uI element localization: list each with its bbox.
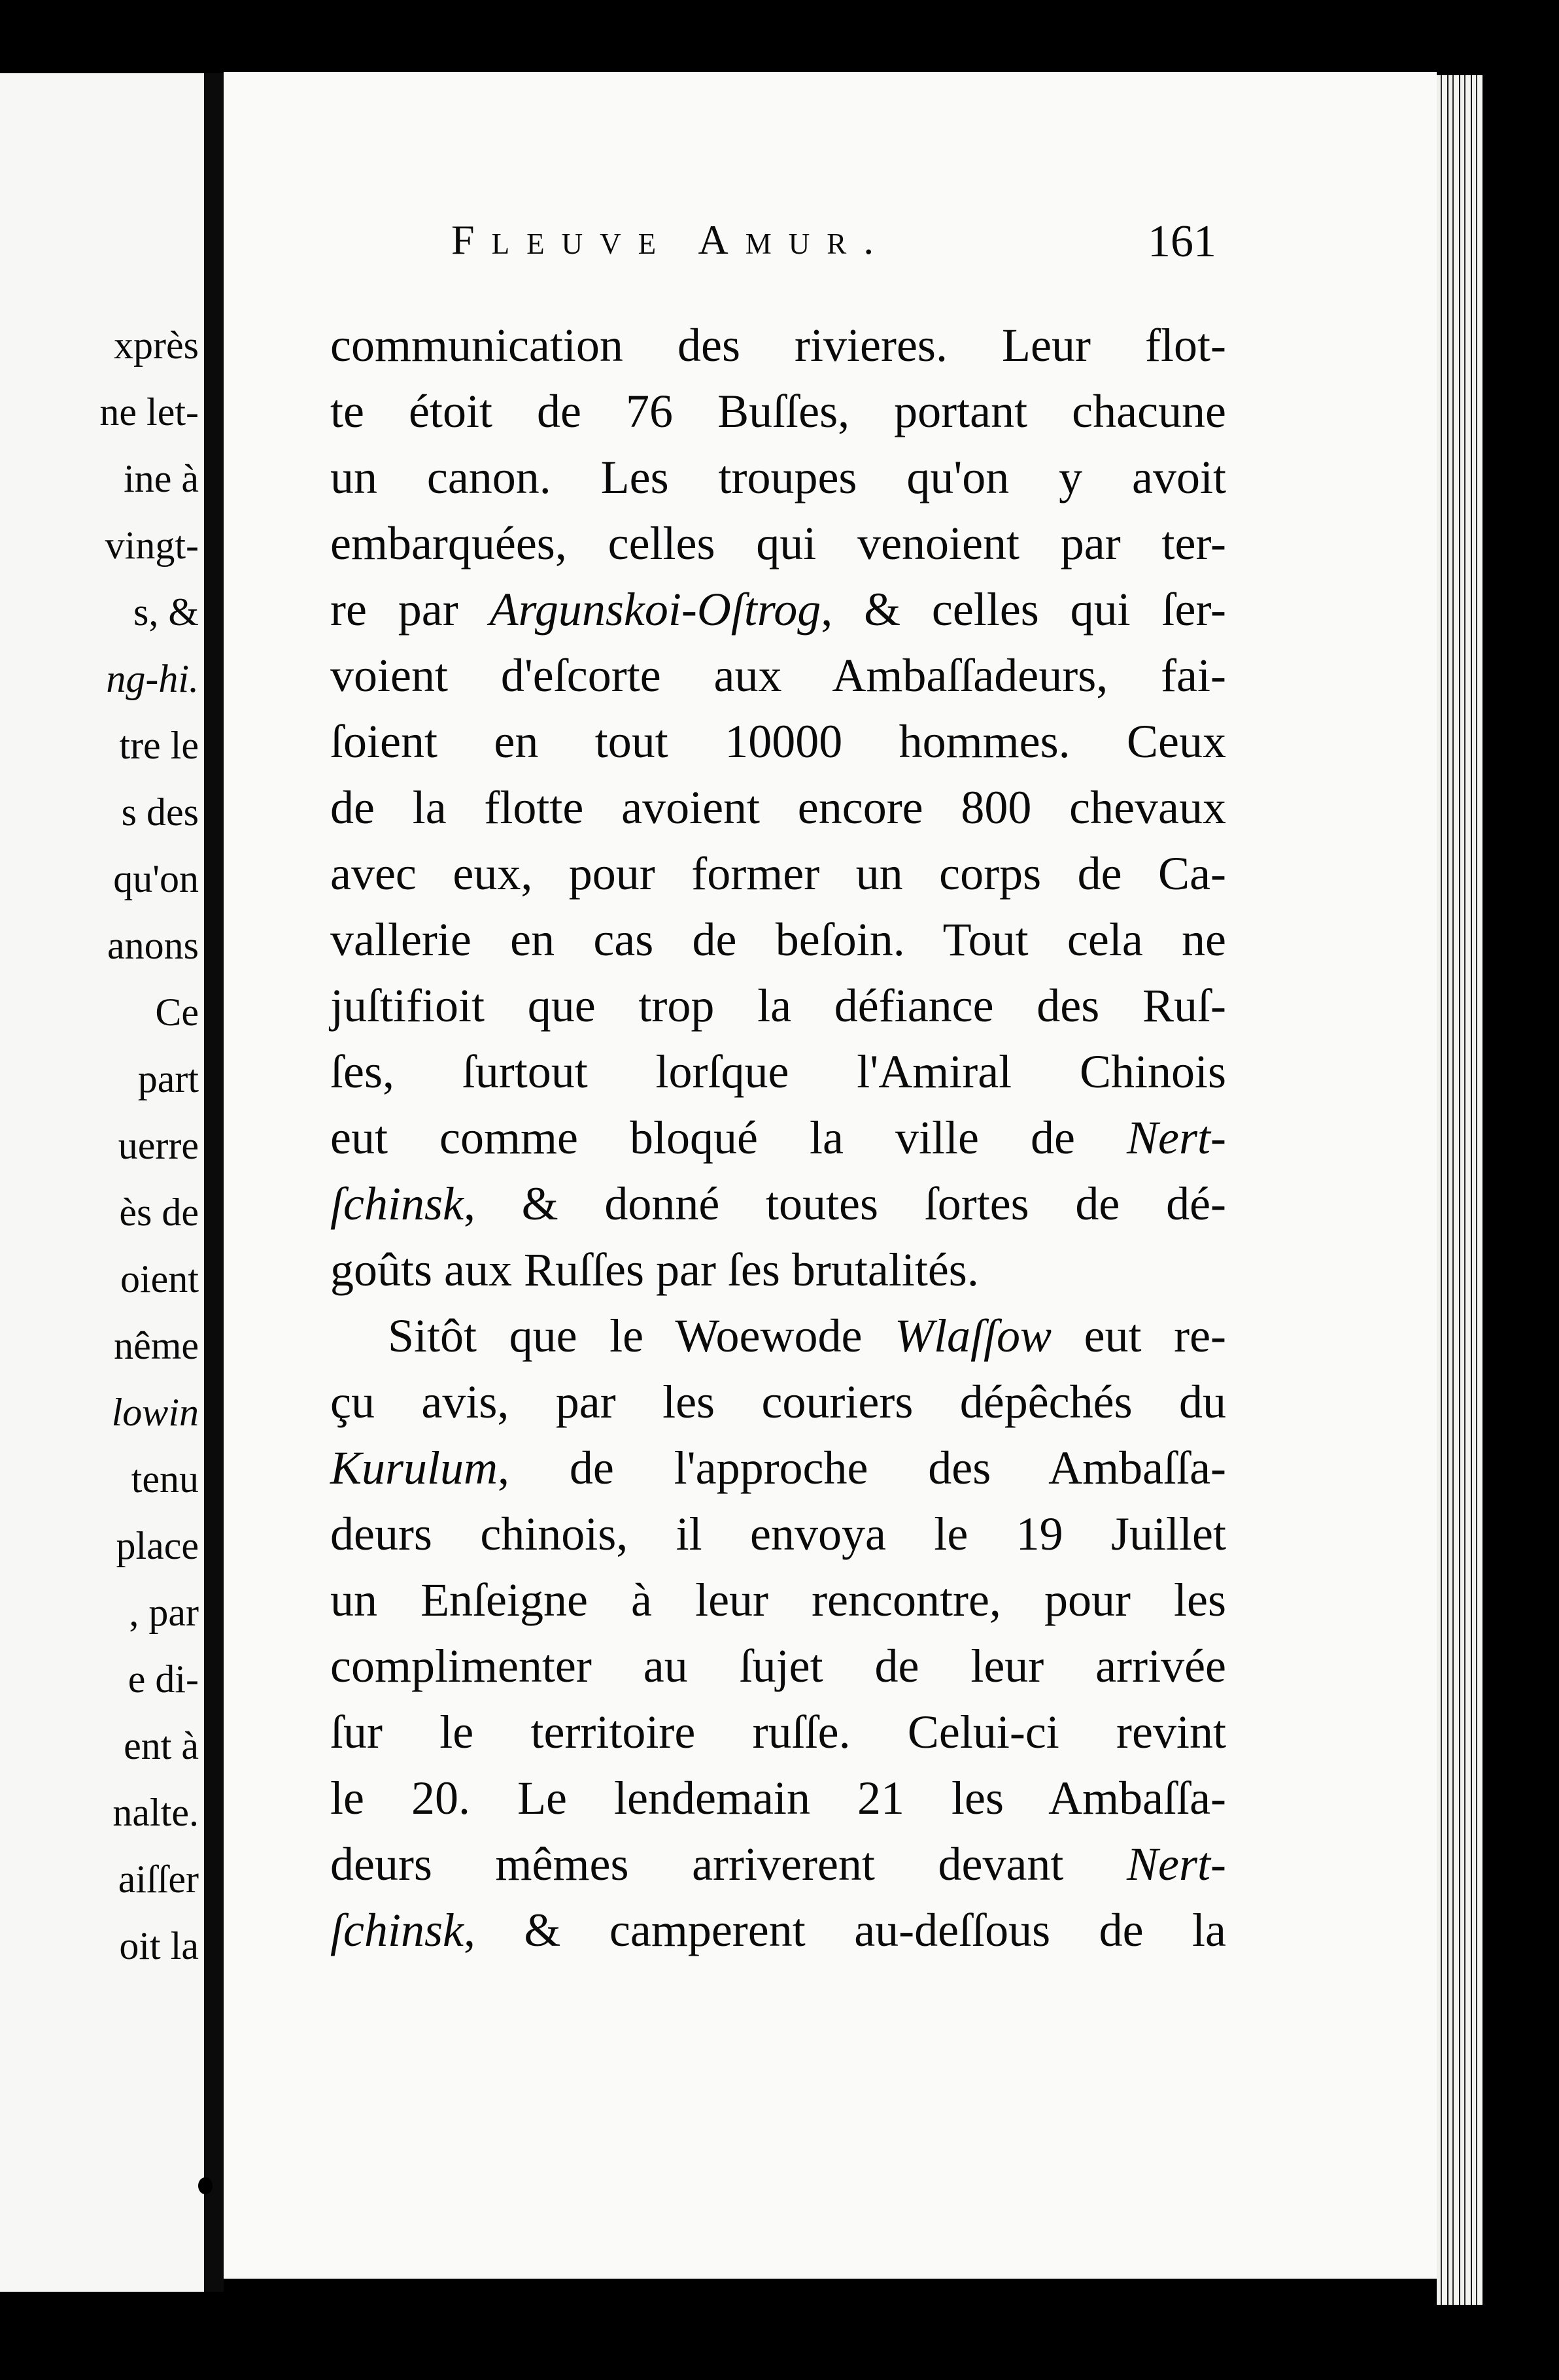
fragment-line: uerre [118, 1124, 199, 1167]
previous-page-fragment [0, 73, 204, 2292]
running-head-title: Fleuve Amur. [451, 216, 891, 263]
text-segment: eut comme bloqué la ville de [330, 1112, 1127, 1164]
text-line [330, 1633, 1226, 1699]
text-segment: re par [330, 583, 490, 636]
text-line [330, 577, 1226, 643]
text-line [330, 1699, 1226, 1765]
text-segment: çu avis, par les couriers dépêchés du [330, 1376, 1226, 1428]
fragment-line: vingt- [105, 524, 199, 567]
italic-segment: Argunskoi-Oſtrog [489, 583, 821, 636]
fragment-line: ent à [124, 1724, 199, 1767]
fragment-line: s, & [133, 590, 199, 634]
fragment-line: tre le [119, 724, 199, 767]
fragment-line: oient [120, 1257, 199, 1300]
text-line [330, 973, 1226, 1039]
main-text-block [330, 313, 1226, 1964]
text-segment: , & camperent au-deſſous de la [463, 1904, 1226, 1956]
text-line [330, 1567, 1226, 1633]
fragment-line: anons [107, 924, 199, 967]
text-line [330, 709, 1226, 775]
text-segment: avec eux, pour former un corps de Ca- [330, 847, 1226, 900]
text-segment: , & donné toutes ſortes de dé- [463, 1178, 1226, 1230]
text-line [330, 1897, 1226, 1964]
page-edge-stack [1437, 75, 1482, 2305]
text-line [330, 841, 1226, 907]
italic-segment: ſchinsk [330, 1178, 464, 1230]
text-segment: ſur le territoire ruſſe. Celui-ci revint [330, 1706, 1226, 1758]
fragment-line: oit la [119, 1924, 199, 1967]
text-line [330, 445, 1226, 511]
fragment-line: ng-hi. [106, 657, 199, 700]
fragment-line: place [116, 1524, 199, 1567]
text-line [330, 1765, 1226, 1831]
italic-segment: Wlaſſow [895, 1310, 1052, 1362]
text-line [330, 1435, 1226, 1501]
text-line [330, 907, 1226, 973]
text-line [330, 1039, 1226, 1105]
fragment-line: xprès [114, 324, 199, 367]
text-line [330, 1831, 1226, 1897]
running-head [451, 216, 1216, 275]
fragment-line: aiſſer [118, 1858, 199, 1901]
text-line [330, 1237, 1226, 1303]
text-line [330, 1303, 1226, 1369]
fragment-line: Ce [155, 991, 199, 1034]
italic-segment: Kurulum [330, 1442, 498, 1494]
fragment-line: lowin [111, 1391, 199, 1434]
page-number: 161 [1148, 216, 1216, 267]
text-line [330, 643, 1226, 709]
fragment-line: ine à [124, 457, 199, 500]
fragment-line: , par [129, 1591, 199, 1634]
previous-page-text [99, 312, 199, 1979]
text-segment: Sitôt que le Woewode [388, 1310, 895, 1362]
text-segment: , & celles qui ſer- [821, 583, 1226, 636]
fragment-line: ès de [119, 1191, 199, 1234]
text-segment: complimenter au ſujet de leur arrivée [330, 1640, 1226, 1692]
fragment-line: ne let- [99, 390, 199, 434]
text-segment: juſtifioit que trop la défiance des Ruſ- [330, 979, 1226, 1032]
text-line [330, 775, 1226, 841]
text-segment: , de l'approche des Ambaſſa- [498, 1442, 1226, 1494]
ink-speck [896, 8, 922, 26]
italic-segment: Nert- [1127, 1112, 1226, 1164]
text-segment: voient d'eſcorte aux Ambaſſadeurs, fai- [330, 649, 1226, 702]
text-line [330, 1105, 1226, 1171]
text-segment: deurs chinois, il envoya le 19 Juillet [330, 1508, 1226, 1560]
fragment-line: nalte. [112, 1791, 199, 1834]
text-segment: ſoient en tout 10000 hommes. Ceux [330, 715, 1226, 768]
book-gutter [204, 73, 224, 2292]
ink-speck [198, 2177, 213, 2194]
text-line [330, 511, 1226, 577]
fragment-line: tenu [131, 1457, 199, 1501]
text-segment: vallerie en cas de beſoin. Tout cela ne [330, 913, 1226, 966]
text-segment: communication des rivieres. Leur flot- [330, 319, 1226, 371]
text-segment: un canon. Les troupes qu'on y avoit [330, 451, 1226, 503]
text-line [330, 1501, 1226, 1567]
fragment-line: s des [121, 790, 199, 834]
text-segment: eut re- [1052, 1310, 1226, 1362]
text-segment: goûts aux Ruſſes par ſes brutalités. [330, 1244, 979, 1296]
text-line [330, 379, 1226, 445]
fragment-line: qu'on [113, 857, 199, 900]
text-segment: embarquées, celles qui venoient par ter- [330, 517, 1226, 570]
italic-segment: ſchinsk [330, 1904, 464, 1956]
text-segment: deurs mêmes arriverent devant [330, 1838, 1127, 1890]
fragment-line: part [137, 1057, 199, 1100]
text-line [330, 1171, 1226, 1237]
text-segment: le 20. Le lendemain 21 les Ambaſſa- [330, 1772, 1226, 1824]
text-segment: un Enſeigne à leur rencontre, pour les [330, 1574, 1226, 1626]
text-line [330, 313, 1226, 379]
fragment-line: e di- [128, 1658, 199, 1701]
italic-segment: Nert- [1127, 1838, 1226, 1890]
text-segment: de la flotte avoient encore 800 chevaux [330, 781, 1226, 834]
fragment-line: nême [114, 1324, 199, 1367]
text-segment: ſes, ſurtout lorſque l'Amiral Chinois [330, 1046, 1226, 1098]
text-line [330, 1369, 1226, 1435]
text-segment: te étoit de 76 Buſſes, portant chacune [330, 385, 1226, 437]
